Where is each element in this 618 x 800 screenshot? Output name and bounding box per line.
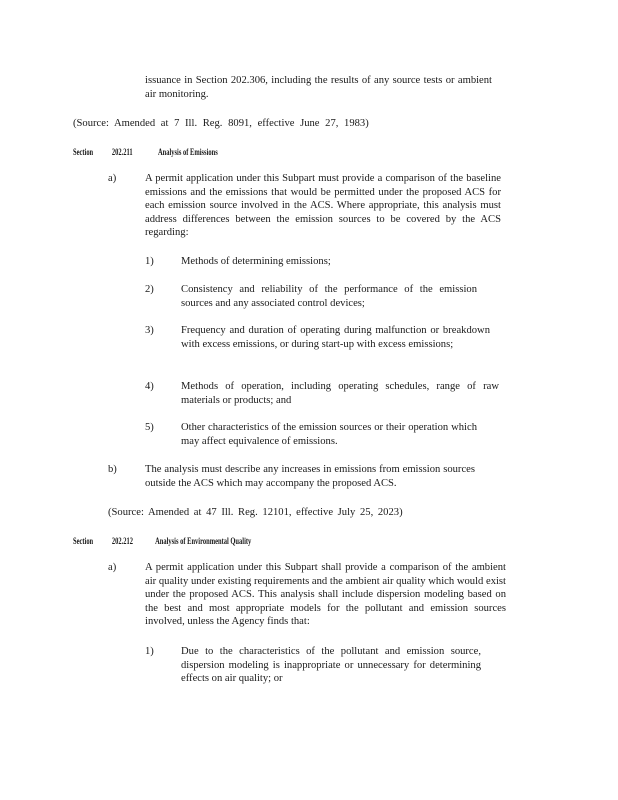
section-title: Analysis of Environmental Quality: [155, 536, 252, 546]
section-heading: [73, 146, 218, 160]
subsection-marker: b): [108, 464, 117, 475]
subsection-text: A permit application under this Subpart shall provide a comparison of the ambient air quality under existing requirements and the ambient air quality which would exist under the proposed ACS. This analysis shall include dispersion modeling based on the best and most appropriate models for the pollutant and emission sources involved, unless the Agency finds that:: [145, 562, 506, 627]
subsection-marker: a): [108, 173, 117, 184]
list-marker: 3): [145, 325, 154, 336]
source-note: (Source: Amended at 47 Ill. Reg. 12101, effective July 25, 2023): [108, 507, 403, 518]
list-item: Due to the characteristics of the pollutant and emission source, dispersion modeling is inappropriate or unnecessary for determining effects on air quality; or: [181, 646, 481, 684]
list-marker: 5): [145, 422, 154, 433]
list-item: Other characteristics of the emission sources or their operation which may affect equivalence of emissions.: [181, 422, 477, 447]
list-item: Methods of determining emissions;: [181, 256, 331, 267]
list-marker: 1): [145, 256, 154, 267]
list-item: Frequency and duration of operating during malfunction or breakdown with excess emissions, or during start-up with excess emissions;: [181, 325, 490, 350]
list-marker: 2): [145, 284, 154, 295]
list-item: Consistency and reliability of the performance of the emission sources and any associated control devices;: [181, 284, 477, 309]
section-label: Section: [73, 147, 94, 157]
section-title: Analysis of Emissions: [157, 147, 218, 157]
list-item: Methods of operation, including operating schedules, range of raw materials or products; and: [181, 381, 499, 406]
subsection-text: The analysis must describe any increases in emissions from emission sources outside the ACS which may accompany the proposed ACS.: [145, 464, 475, 489]
section-label: Section: [73, 536, 94, 546]
list-marker: 1): [145, 646, 154, 657]
section-heading: [73, 535, 251, 549]
section-number: 202.211: [111, 147, 133, 157]
intro-paragraph: issuance in Section 202.306, including the results of any source tests or ambient air monitoring.: [145, 75, 492, 100]
source-note: (Source: Amended at 7 Ill. Reg. 8091, effective June 27, 1983): [73, 118, 369, 129]
section-number: 202.212: [111, 536, 133, 546]
subsection-marker: a): [108, 562, 117, 573]
list-marker: 4): [145, 381, 154, 392]
subsection-text: A permit application under this Subpart must provide a comparison of the baseline emissions and the emissions that would be permitted under the proposed ACS for each emission source involved in the ACS. Where appropriate, this analysis must address differences between the emission sources to be covered by the ACS regarding:: [145, 173, 501, 238]
